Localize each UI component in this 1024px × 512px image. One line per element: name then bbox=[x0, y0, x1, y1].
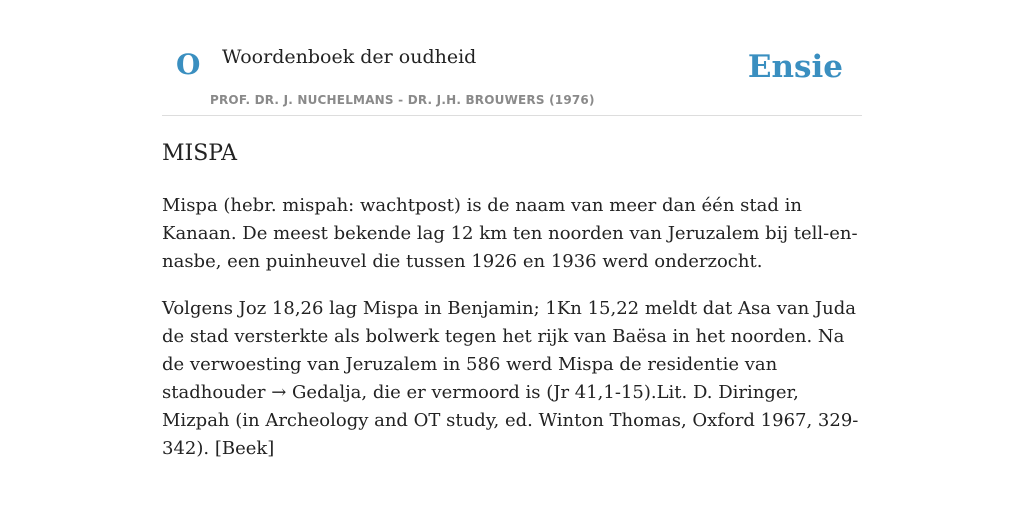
dictionary-authors: PROF. DR. J. NUCHELMANS - DR. J.H. BROUWERS (1976) bbox=[210, 93, 595, 107]
dictionary-header bbox=[162, 0, 862, 116]
letter-index-link[interactable]: O bbox=[176, 48, 201, 81]
entry-paragraph: Mispa (hebr. mispah: wachtpost) is de naam van meer dan één stad in Kanaan. De meest bekende lag 12 km ten noorden van Jeruzalem bij tell-en-nasbe, een puinheuvel die tussen 1926 en 1936 werd onderzocht. bbox=[162, 195, 858, 272]
entry-body bbox=[162, 192, 866, 482]
entry-title: MISPA bbox=[162, 141, 237, 166]
page-content bbox=[162, 0, 862, 459]
dictionary-title[interactable]: Woordenboek der oudheid bbox=[222, 46, 477, 68]
entry-paragraph: Volgens Joz 18,26 lag Mispa in Benjamin; 1Kn 15,22 meldt dat Asa van Juda de stad versterkte als bolwerk tegen het rijk van Baësa in het noorden. Na de verwoesting van Jeruzalem in 586 werd Mispa de residentie van stadhouder → Gedalja, die er vermoord is (Jr 41,1-15).Lit. D. Diringer, Mizpah (in Archeology and OT study, ed. Winton Thomas, Oxford 1967, 329-342). [Beek] bbox=[162, 298, 859, 459]
ensie-logo-link[interactable]: Ensie bbox=[747, 49, 843, 85]
